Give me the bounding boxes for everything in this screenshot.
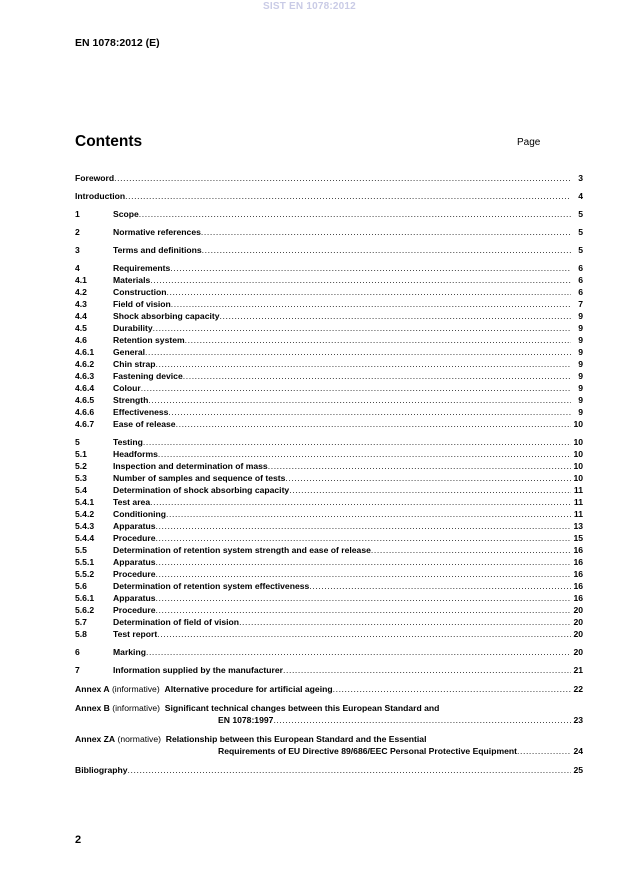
toc-title: Determination of retention system strength and ease of release	[113, 545, 371, 555]
toc-page: 16	[573, 545, 583, 555]
toc-entry[interactable]	[75, 460, 583, 472]
toc-page: 16	[573, 581, 583, 591]
toc-title: Test area	[113, 497, 151, 507]
toc-title: Number of samples and sequence of tests	[113, 473, 286, 483]
toc-entry[interactable]	[75, 406, 583, 418]
leader-dots	[201, 226, 571, 238]
toc-number: 4.1	[75, 275, 87, 285]
toc-title: Requirements	[113, 263, 171, 273]
toc-entry[interactable]	[75, 568, 583, 580]
toc-page: 20	[573, 629, 583, 639]
toc-number: 5.7	[75, 617, 87, 627]
toc-title: Terms and definitions	[113, 245, 202, 255]
leader-dots	[285, 472, 571, 484]
toc-title: Ease of release	[113, 419, 176, 429]
toc-page: 9	[578, 371, 583, 381]
toc-title: Materials	[113, 275, 151, 285]
toc-page: 24	[573, 746, 583, 756]
toc-number: 7	[75, 665, 80, 675]
toc-entry-foreword[interactable]	[75, 172, 583, 184]
toc-title: Procedure	[113, 533, 156, 543]
annex-type: (normative)	[117, 734, 161, 744]
leader-dots	[170, 262, 571, 274]
toc-title: Shock absorbing capacity	[113, 311, 220, 321]
leader-dots	[145, 346, 571, 358]
leader-dots	[183, 370, 571, 382]
leader-dots	[153, 322, 571, 334]
toc-page: 4	[578, 191, 583, 201]
toc-title: Fastening device	[113, 371, 183, 381]
toc-title: Test report	[113, 629, 158, 639]
toc-number: 5.6.2	[75, 605, 95, 615]
contents-title: Contents	[75, 133, 143, 150]
toc-title: Effectiveness	[113, 407, 169, 417]
toc-page: 5	[578, 209, 583, 219]
toc-title: Inspection and determination of mass	[113, 461, 268, 471]
toc-entry[interactable]	[75, 370, 583, 382]
toc-title: Information supplied by the manufacturer	[113, 665, 283, 675]
toc-page: 10	[573, 449, 583, 459]
toc-page: 3	[578, 173, 583, 183]
toc-title: General	[113, 347, 146, 357]
toc-title: Determination of field of vision	[113, 617, 240, 627]
annex-title: Alternative procedure for artificial ageing	[164, 684, 333, 694]
toc-entry[interactable]	[75, 274, 583, 286]
leader-dots	[239, 616, 571, 628]
toc-annex-za-continued[interactable]	[75, 745, 583, 757]
toc-entry[interactable]	[75, 496, 583, 508]
leader-dots	[128, 764, 571, 776]
leader-dots	[150, 274, 571, 286]
toc-title: Procedure	[113, 605, 156, 615]
leader-dots	[146, 646, 571, 658]
annex-label: Annex ZA	[75, 734, 116, 744]
toc-page: 11	[573, 497, 583, 507]
leader-dots	[268, 460, 571, 472]
toc-number: 5.2	[75, 461, 87, 471]
toc-entry[interactable]	[75, 208, 583, 220]
toc-entry[interactable]	[75, 394, 583, 406]
toc-entry[interactable]	[75, 484, 583, 496]
toc-title: Normative references	[113, 227, 201, 237]
leader-dots	[309, 580, 571, 592]
toc-entry-bibliography[interactable]	[75, 764, 583, 776]
toc-entry[interactable]	[75, 604, 583, 616]
leader-dots	[156, 532, 571, 544]
toc-page: 20	[573, 605, 583, 615]
toc-page: 6	[578, 287, 583, 297]
leader-dots	[283, 664, 571, 676]
leader-dots	[517, 745, 571, 757]
toc-entry[interactable]	[75, 664, 583, 676]
toc-number: 3	[75, 245, 80, 255]
page-column-label: Page	[517, 137, 541, 148]
toc-number: 4.6.7	[75, 419, 95, 429]
leader-dots	[125, 190, 571, 202]
toc-entry[interactable]	[75, 358, 583, 370]
toc-annex-b[interactable]	[75, 702, 583, 714]
toc-page: 23	[573, 715, 583, 725]
toc-number: 4.6.4	[75, 383, 95, 393]
leader-dots	[166, 508, 571, 520]
toc-entry[interactable]	[75, 556, 583, 568]
toc-number: 4.5	[75, 323, 87, 333]
toc-entry-introduction[interactable]	[75, 190, 583, 202]
leader-dots	[171, 298, 571, 310]
toc-page: 25	[573, 765, 583, 775]
leader-dots	[156, 604, 571, 616]
document-id: EN 1078:2012 (E)	[75, 37, 160, 49]
toc-page: 10	[573, 437, 583, 447]
toc-entry[interactable]	[75, 520, 583, 532]
toc-number: 5.6.1	[75, 593, 95, 603]
toc-number: 5.5	[75, 545, 87, 555]
leader-dots	[333, 683, 571, 695]
toc-page: 10	[573, 473, 583, 483]
table-of-contents	[75, 172, 583, 776]
toc-page: 10	[573, 461, 583, 471]
leader-dots	[150, 496, 571, 508]
annex-title: Significant technical changes between this European Standard and	[164, 703, 440, 713]
toc-title: Introduction	[75, 191, 126, 201]
toc-title: Construction	[113, 287, 167, 297]
toc-number: 5.4.1	[75, 497, 95, 507]
toc-entry[interactable]	[75, 508, 583, 520]
toc-entry[interactable]	[75, 244, 583, 256]
toc-page: 5	[578, 227, 583, 237]
toc-page: 11	[573, 485, 583, 495]
leader-dots	[289, 484, 571, 496]
toc-entry[interactable]	[75, 298, 583, 310]
toc-number: 5.4.3	[75, 521, 95, 531]
leader-dots	[166, 286, 571, 298]
leader-dots	[273, 714, 571, 726]
toc-title: Foreword	[75, 173, 115, 183]
leader-dots	[185, 334, 571, 346]
toc-entry[interactable]	[75, 448, 583, 460]
toc-page: 5	[578, 245, 583, 255]
toc-annex-za[interactable]	[75, 733, 583, 745]
toc-annex-a[interactable]	[75, 683, 583, 695]
leader-dots	[156, 520, 572, 532]
leader-dots	[220, 310, 572, 322]
toc-entry[interactable]	[75, 322, 583, 334]
toc-page: 15	[573, 533, 583, 543]
toc-page: 13	[573, 521, 583, 531]
toc-page: 6	[578, 263, 583, 273]
toc-entry[interactable]	[75, 532, 583, 544]
watermark: SIST EN 1078:2012	[263, 1, 356, 12]
leader-dots	[156, 556, 572, 568]
toc-entry[interactable]	[75, 346, 583, 358]
leader-dots	[156, 358, 572, 370]
annex-label: Annex B	[75, 703, 110, 713]
toc-entry[interactable]	[75, 592, 583, 604]
toc-number: 6	[75, 647, 80, 657]
annex-title: Relationship between this European Standard and the Essential	[165, 734, 427, 744]
toc-number: 5.1	[75, 449, 87, 459]
toc-page: 6	[578, 275, 583, 285]
toc-entry[interactable]	[75, 472, 583, 484]
leader-dots	[168, 406, 571, 418]
toc-page: 16	[573, 557, 583, 567]
page-number: 2	[75, 834, 82, 846]
toc-title: Determination of retention system effectiveness	[113, 581, 310, 591]
leader-dots	[156, 568, 571, 580]
toc-number: 5.3	[75, 473, 87, 483]
toc-page: 9	[578, 347, 583, 357]
annex-type: (informative)	[111, 684, 160, 694]
toc-title: Headforms	[113, 449, 158, 459]
toc-title: Field of vision	[113, 299, 171, 309]
toc-number: 4.6.1	[75, 347, 95, 357]
toc-entry[interactable]	[75, 544, 583, 556]
toc-page: 9	[578, 311, 583, 321]
leader-dots	[141, 382, 571, 394]
toc-entry[interactable]	[75, 310, 583, 322]
toc-title: Testing	[113, 437, 143, 447]
toc-title: Bibliography	[75, 765, 128, 775]
toc-number: 4.6.5	[75, 395, 95, 405]
toc-number: 4.4	[75, 311, 87, 321]
toc-entry[interactable]	[75, 436, 583, 448]
toc-entry[interactable]	[75, 286, 583, 298]
toc-page: 9	[578, 323, 583, 333]
toc-page: 9	[578, 335, 583, 345]
leader-dots	[158, 448, 571, 460]
leader-dots	[156, 592, 572, 604]
leader-dots	[139, 208, 571, 220]
toc-title: Apparatus	[113, 593, 156, 603]
leader-dots	[157, 628, 571, 640]
toc-page: 9	[578, 407, 583, 417]
toc-entry[interactable]	[75, 418, 583, 430]
toc-page: 9	[578, 383, 583, 393]
toc-title: Colour	[113, 383, 141, 393]
leader-dots	[176, 418, 571, 430]
toc-entry[interactable]	[75, 382, 583, 394]
toc-number: 2	[75, 227, 80, 237]
toc-number: 4.6.6	[75, 407, 95, 417]
toc-number: 5.4	[75, 485, 87, 495]
toc-number: 5	[75, 437, 80, 447]
toc-page: 16	[573, 593, 583, 603]
toc-title: Procedure	[113, 569, 156, 579]
toc-number: 4.6	[75, 335, 87, 345]
annex-type: (informative)	[112, 703, 161, 713]
annex-title-continued: EN 1078:1997	[218, 715, 274, 725]
toc-page: 11	[573, 509, 583, 519]
toc-number: 1	[75, 209, 80, 219]
toc-entry[interactable]	[75, 628, 583, 640]
toc-number: 4	[75, 263, 80, 273]
toc-page: 9	[578, 359, 583, 369]
leader-dots	[148, 394, 571, 406]
leader-dots	[143, 436, 571, 448]
toc-title: Determination of shock absorbing capacity	[113, 485, 290, 495]
toc-number: 4.6.2	[75, 359, 95, 369]
toc-title: Chin strap	[113, 359, 156, 369]
toc-page: 10	[573, 419, 583, 429]
toc-number: 5.5.2	[75, 569, 95, 579]
toc-entry[interactable]	[75, 334, 583, 346]
toc-title: Strength	[113, 395, 149, 405]
toc-entry[interactable]	[75, 580, 583, 592]
toc-annex-b-continued[interactable]	[75, 714, 583, 726]
toc-title: Scope	[113, 209, 139, 219]
toc-number: 4.3	[75, 299, 87, 309]
toc-title: Conditioning	[113, 509, 166, 519]
toc-number: 5.8	[75, 629, 87, 639]
annex-title-continued: Requirements of EU Directive 89/686/EEC Personal Protective Equipment	[218, 746, 517, 756]
toc-page: 20	[573, 647, 583, 657]
toc-page: 9	[578, 395, 583, 405]
toc-entry[interactable]	[75, 262, 583, 274]
leader-dots	[371, 544, 571, 556]
toc-number: 5.4.2	[75, 509, 95, 519]
toc-page: 22	[573, 684, 583, 694]
leader-dots	[202, 244, 571, 256]
toc-number: 5.5.1	[75, 557, 95, 567]
toc-page: 7	[578, 299, 583, 309]
toc-number: 4.2	[75, 287, 87, 297]
toc-number: 5.4.4	[75, 533, 95, 543]
toc-page: 16	[573, 569, 583, 579]
toc-entry[interactable]	[75, 646, 583, 658]
annex-label: Annex A	[75, 684, 110, 694]
leader-dots	[114, 172, 571, 184]
toc-page: 21	[573, 665, 583, 675]
toc-title: Retention system	[113, 335, 185, 345]
toc-title: Apparatus	[113, 521, 156, 531]
toc-page: 20	[573, 617, 583, 627]
toc-number: 4.6.3	[75, 371, 95, 381]
toc-entry[interactable]	[75, 226, 583, 238]
toc-entry[interactable]	[75, 616, 583, 628]
toc-title: Marking	[113, 647, 146, 657]
toc-title: Durability	[113, 323, 153, 333]
toc-title: Apparatus	[113, 557, 156, 567]
toc-number: 5.6	[75, 581, 87, 591]
